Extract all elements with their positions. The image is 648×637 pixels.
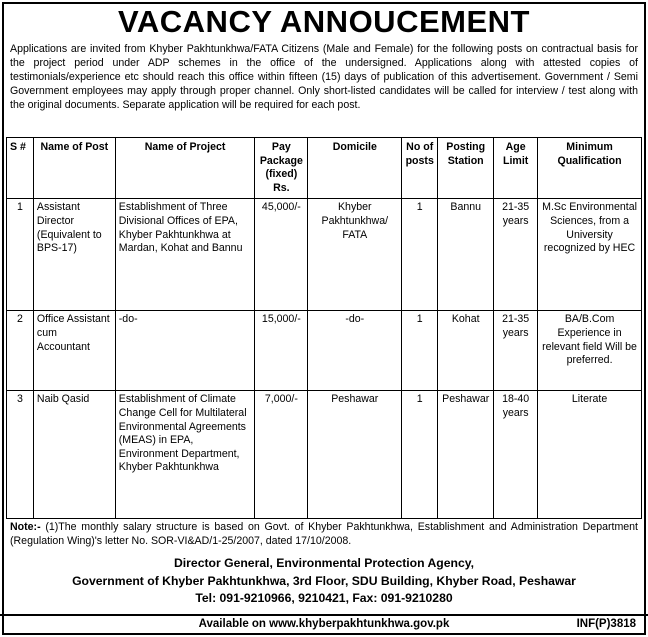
bottom-bar	[0, 614, 648, 635]
header-pay: Pay Package (fixed) Rs.	[255, 138, 308, 199]
note-paragraph	[10, 520, 638, 548]
header-qualification: Minimum Qualification	[538, 138, 642, 199]
header-sno: S #	[7, 138, 34, 199]
cell-qualification: BA/B.Com Experience in relevant field Will be preferred.	[538, 311, 642, 391]
footer-line-1: Director General, Environmental Protection Agency,	[173, 556, 475, 570]
header-project: Name of Project	[115, 138, 255, 199]
cell-posts: 1	[402, 391, 438, 519]
footer-line-2: Government of Khyber Pakhtunkhwa, 3rd Floor, SDU Building, Khyber Road, Peshawar	[72, 573, 576, 588]
cell-post: Assistant Director (Equivalent to BPS-17)	[33, 199, 115, 311]
cell-domicile: -do-	[308, 311, 402, 391]
cell-post: Naib Qasid	[33, 391, 115, 519]
cell-project: Establishment of Three Divisional Offices of EPA, Khyber Pakhtunkhwa at Mardan, Kohat and Bannu	[115, 199, 255, 311]
cell-qualification: M.Sc Environmental Sciences, from a University recognized by HEC	[538, 199, 642, 311]
table-row	[7, 199, 642, 311]
cell-sno: 3	[7, 391, 34, 519]
cell-station: Bannu	[438, 199, 494, 311]
header-post: Name of Post	[33, 138, 115, 199]
cell-qualification: Literate	[538, 391, 642, 519]
footer-address	[0, 555, 648, 608]
table-header-row	[7, 138, 642, 199]
cell-sno: 1	[7, 199, 34, 311]
note-label: Note:-	[10, 521, 41, 533]
header-station: Posting Station	[438, 138, 494, 199]
cell-posts: 1	[402, 311, 438, 391]
cell-post: Office Assistant cum Accountant	[33, 311, 115, 391]
cell-age: 21-35 years	[494, 311, 538, 391]
availability-link[interactable]: Available on www.khyberpakhtunkhwa.gov.pk	[198, 618, 450, 630]
cell-station: Kohat	[438, 311, 494, 391]
cell-project: -do-	[115, 311, 255, 391]
header-age: Age Limit	[494, 138, 538, 199]
cell-age: 21-35 years	[494, 199, 538, 311]
cell-pay: 45,000/-	[255, 199, 308, 311]
cell-project: Establishment of Climate Change Cell for Multilateral Environmental Agreements (MEAS) in EPA, Environment Department, Khyber Pakhtunkhwa	[115, 391, 255, 519]
vacancy-table	[6, 137, 642, 519]
cell-domicile: Khyber Pakhtunkhwa/ FATA	[308, 199, 402, 311]
table-row	[7, 391, 642, 519]
cell-pay: 7,000/-	[255, 391, 308, 519]
reference-number: INF(P)3818	[576, 618, 636, 630]
page-title: VACANCY ANNOUCEMENT	[118, 4, 530, 39]
table-row	[7, 311, 642, 391]
intro-paragraph: Applications are invited from Khyber Pakhtunkhwa/FATA Citizens (Male and Female) for the following posts on contractual basis for the project period under ADP schemes in the office of the undersigned. Applications along with attested copies of testimonials/experience etc should reach this office within fifteen (15) days of publication of this advertisement. Government / Semi Government employees may apply through proper channel. Only short-listed candidates will be called for interview / test along with the original documents. Separate application will be required for each post.	[10, 43, 638, 112]
cell-sno: 2	[7, 311, 34, 391]
cell-posts: 1	[402, 199, 438, 311]
header-posts: No of posts	[402, 138, 438, 199]
header-domicile: Domicile	[308, 138, 402, 199]
cell-domicile: Peshawar	[308, 391, 402, 519]
cell-pay: 15,000/-	[255, 311, 308, 391]
cell-age: 18-40 years	[494, 391, 538, 519]
cell-station: Peshawar	[438, 391, 494, 519]
note-text: (1)The monthly salary structure is based on Govt. of Khyber Pakhtunkhwa, Establishment and Administration Department (Regulation Wing)'s letter No. SOR-VI&AD/1-25/2007, dated 17/10/2008.	[10, 521, 638, 548]
footer-line-3: Tel: 091-9210966, 9210421, Fax: 091-9210280	[195, 591, 453, 606]
